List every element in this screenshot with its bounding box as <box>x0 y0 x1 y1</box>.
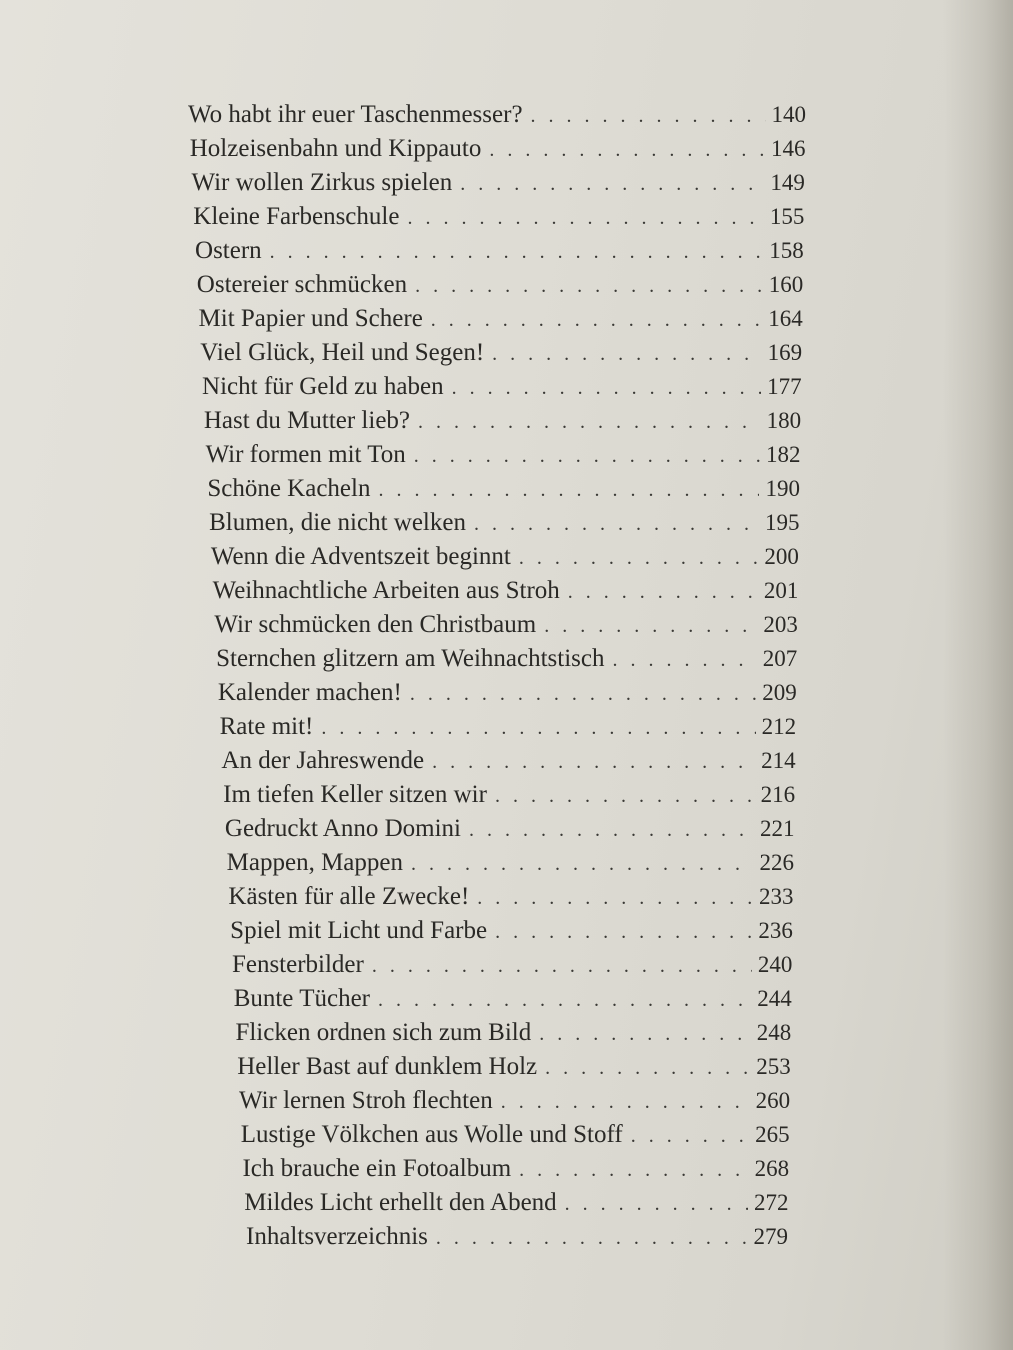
toc-entry <box>200 338 802 368</box>
toc-leader-dots <box>415 271 763 301</box>
toc-entry <box>223 780 795 810</box>
toc-entry <box>235 1018 791 1048</box>
toc-leader-dots <box>631 1121 749 1151</box>
toc-entry <box>244 1188 788 1218</box>
toc-entry <box>216 644 797 674</box>
toc-entry-page-number: 203 <box>763 612 798 637</box>
toc-entry-page-number: 253 <box>756 1054 791 1079</box>
toc-entry-page-number: 164 <box>768 306 803 331</box>
toc-leader-dots <box>452 373 761 403</box>
toc-entry-title: Mappen, Mappen <box>226 849 403 876</box>
toc-leader-dots <box>410 679 756 709</box>
toc-entry-page-number: 279 <box>753 1224 788 1249</box>
toc-entry-title: Wir wollen Zirkus spielen <box>191 169 453 196</box>
toc-entry-title: Wo habt ihr euer Taschenmesser? <box>188 101 523 128</box>
toc-entry-page-number: 209 <box>762 680 797 705</box>
toc-entry <box>218 678 797 708</box>
toc-leader-dots <box>519 1155 748 1185</box>
toc-leader-dots <box>469 815 754 845</box>
toc-entry-page-number: 155 <box>769 204 805 229</box>
toc-leader-dots <box>270 237 764 267</box>
toc-leader-dots <box>436 1223 748 1253</box>
toc-entry <box>199 304 803 334</box>
toc-leader-dots <box>544 611 757 641</box>
toc-entry <box>239 1086 790 1116</box>
toc-entry-page-number: 190 <box>765 476 800 501</box>
toc-entry-title: Hast du Mutter lieb? <box>203 407 411 434</box>
toc-entry <box>228 882 793 912</box>
toc-entry-page-number: 240 <box>757 952 793 977</box>
toc-entry <box>242 1154 789 1184</box>
toc-entry-page-number: 268 <box>754 1156 790 1181</box>
toc-entry <box>192 168 805 198</box>
toc-entry-page-number: 182 <box>766 442 801 467</box>
toc-entry <box>204 406 801 436</box>
toc-entry <box>193 202 804 232</box>
toc-entry-page-number: 260 <box>755 1088 791 1113</box>
toc-entry-page-number: 149 <box>770 170 805 195</box>
toc-leader-dots <box>519 543 759 573</box>
toc-entry <box>241 1120 790 1150</box>
toc-entry-title: Heller Bast auf dunklem Holz <box>237 1053 538 1080</box>
toc-leader-dots <box>321 713 755 743</box>
toc-entry-title: Gedruckt Anno Domini <box>224 815 461 842</box>
toc-entry-page-number: 248 <box>756 1020 792 1045</box>
toc-entry-title: Weihnachtliche Arbeiten aus Stroh <box>212 577 560 604</box>
toc-entry-page-number: 146 <box>770 136 806 161</box>
toc-entry <box>227 848 794 878</box>
toc-leader-dots <box>418 407 761 437</box>
toc-entry-title: Wir lernen Stroh flechten <box>238 1087 493 1114</box>
toc-leader-dots <box>613 645 757 675</box>
toc-entry-page-number: 233 <box>758 884 794 909</box>
toc-entry-page-number: 195 <box>764 510 800 535</box>
toc-entry-page-number: 207 <box>762 646 798 671</box>
toc-entry-page-number: 212 <box>761 714 797 739</box>
toc-leader-dots <box>495 917 752 947</box>
toc-entry-page-number: 140 <box>771 102 806 127</box>
toc-leader-dots <box>378 475 759 505</box>
toc-entry-title: Mildes Licht erhellt den Abend <box>244 1189 557 1216</box>
toc-entry-title: Kalender machen! <box>217 679 402 706</box>
toc-entry <box>220 712 797 742</box>
toc-entry <box>209 508 799 538</box>
toc-entry-title: Mit Papier und Schere <box>198 305 423 332</box>
toc-entry-title: Spiel mit Licht und Farbe <box>230 917 488 944</box>
toc-entry <box>211 542 799 572</box>
toc-entry-page-number: 226 <box>759 850 794 875</box>
toc-entry-page-number: 180 <box>766 408 802 433</box>
toc-entry-title: Flicken ordnen sich zum Bild <box>235 1019 532 1046</box>
toc-leader-dots <box>407 203 763 233</box>
toc-entry <box>197 270 803 300</box>
toc-leader-dots <box>477 883 753 913</box>
toc-leader-dots <box>411 849 753 879</box>
toc-entry <box>237 1052 791 1082</box>
toc-leader-dots <box>568 577 758 607</box>
toc-entry <box>225 814 795 844</box>
toc-entry <box>232 950 792 980</box>
toc-leader-dots <box>431 305 762 335</box>
toc-entry-page-number: 221 <box>760 816 795 841</box>
toc-entry-title: Im tiefen Keller sitzen wir <box>223 781 487 808</box>
toc-entry-title: Blumen, die nicht welken <box>209 509 466 536</box>
toc-entry-title: Fensterbilder <box>231 951 364 978</box>
toc-leader-dots <box>414 441 760 471</box>
toc-entry-page-number: 158 <box>769 238 804 263</box>
toc-entry-title: Inhaltsverzeichnis <box>246 1223 428 1250</box>
toc-entry-page-number: 265 <box>755 1122 790 1147</box>
toc-leader-dots <box>489 135 765 165</box>
toc-entry-title: Ostereier schmücken <box>196 271 408 298</box>
toc-entry <box>246 1222 788 1252</box>
toc-entry-page-number: 272 <box>754 1190 789 1215</box>
toc-leader-dots <box>501 1087 750 1117</box>
toc-leader-dots <box>474 509 759 539</box>
toc-entry <box>230 916 793 946</box>
toc-leader-dots <box>378 985 751 1015</box>
toc-entry <box>195 236 804 266</box>
toc-entry-title: Bunte Tücher <box>233 985 370 1012</box>
toc-entry <box>206 440 801 470</box>
toc-entry-title: Sternchen glitzern am Weihnachtstisch <box>216 645 605 672</box>
toc-entry-title: Rate mit! <box>219 713 314 740</box>
toc-leader-dots <box>531 101 766 131</box>
toc-entry-page-number: 177 <box>767 374 802 399</box>
toc-entry-title: Ich brauche ein Fotoalbum <box>242 1155 512 1182</box>
toc-leader-dots <box>539 1019 751 1049</box>
toc-leader-dots <box>495 781 755 811</box>
toc-entry-page-number: 216 <box>760 782 796 807</box>
toc-leader-dots <box>432 747 755 777</box>
toc-entry-page-number: 214 <box>761 748 796 773</box>
toc-entry <box>202 372 802 402</box>
toc-entry-title: Lustige Völkchen aus Wolle und Stoff <box>240 1121 623 1148</box>
toc-entry-title: Wir schmücken den Christbaum <box>214 611 537 638</box>
toc-entry <box>188 100 806 130</box>
toc-entry-title: An der Jahreswende <box>221 747 425 774</box>
toc-entry-page-number: 236 <box>758 918 793 943</box>
toc-entry-title: Wir formen mit Ton <box>205 441 406 468</box>
toc-entry-page-number: 169 <box>767 340 803 365</box>
toc-entry-page-number: 201 <box>763 578 799 603</box>
toc-entry <box>207 474 800 504</box>
toc-leader-dots <box>492 339 762 369</box>
toc-entry <box>190 134 806 164</box>
toc-entry-page-number: 200 <box>764 544 799 569</box>
toc-leader-dots <box>460 169 764 199</box>
toc-entry <box>214 610 797 640</box>
toc-entry <box>213 576 799 606</box>
toc-leader-dots <box>565 1189 748 1219</box>
toc-leader-dots <box>545 1053 750 1083</box>
toc-entry-title: Kleine Farbenschule <box>193 203 400 230</box>
toc-entry-title: Schöne Kacheln <box>207 475 371 502</box>
toc-entry-title: Holzeisenbahn und Kippauto <box>189 135 482 162</box>
toc-entry-title: Viel Glück, Heil und Segen! <box>200 339 485 366</box>
toc-entry-title: Nicht für Geld zu haben <box>202 373 444 400</box>
toc-entry-title: Wenn die Adventszeit beginnt <box>210 543 511 570</box>
toc-entry-title: Kästen für alle Zwecke! <box>228 883 470 910</box>
toc-entry-page-number: 244 <box>757 986 792 1011</box>
toc-entry-page-number: 160 <box>768 272 804 297</box>
toc-entry-title: Ostern <box>195 237 262 264</box>
toc-entry <box>234 984 792 1014</box>
toc-leader-dots <box>372 951 752 981</box>
toc-entry <box>221 746 795 776</box>
